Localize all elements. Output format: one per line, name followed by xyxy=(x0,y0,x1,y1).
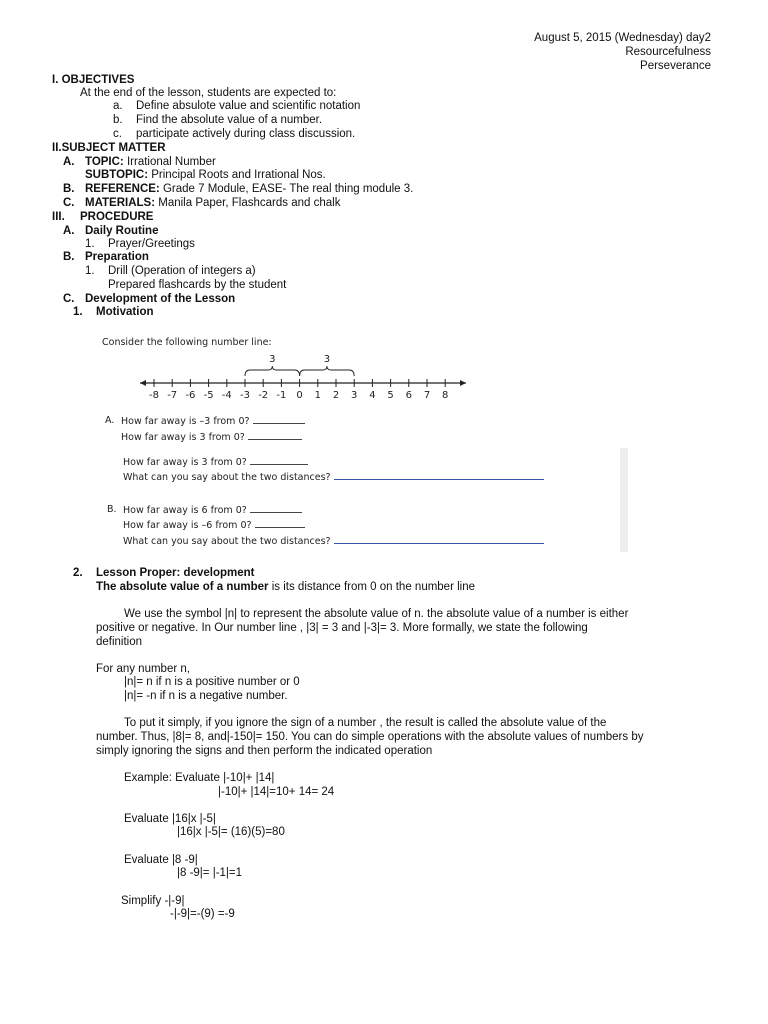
reference-label: REFERENCE: xyxy=(85,183,160,195)
para2-line3: simply ignoring the signs and then perform the indicated operation xyxy=(96,745,433,757)
para2-line2: number. Thus, |8|= 8, and|-150|= 150. You can do simple operations with the absolute values of numbers by xyxy=(96,731,644,743)
question-b-2-text: How far away is –6 from 0? xyxy=(123,520,252,531)
number-line-ticks xyxy=(149,379,448,400)
tick-label: -6 xyxy=(185,390,196,400)
example-2-answer: |16|x |-5|= (16)(5)=80 xyxy=(177,826,285,838)
tick-label: 8 xyxy=(442,390,449,400)
objective-a-marker: a. xyxy=(113,100,123,112)
question-b-1-text: How far away is 6 from 0? xyxy=(123,505,247,516)
tick-label: -5 xyxy=(203,390,214,400)
para1-line2: positive or negative. In Our number line , |3| = 3 and |-3|= 3. More formally, we state the following xyxy=(96,622,588,634)
tick-label: 5 xyxy=(387,390,394,400)
question-a-1-text: How far away is –3 from 0? xyxy=(121,416,250,427)
objective-b-text: Find the absolute value of a number. xyxy=(136,114,323,126)
tick-label: -2 xyxy=(258,390,269,400)
header-value-1: Resourcefulness xyxy=(625,46,711,58)
para1-line1: We use the symbol |n| to represent the absolute value of n. the absolute value of a number is either xyxy=(124,608,629,620)
answer-blank[interactable] xyxy=(255,518,305,528)
example-2-question: Evaluate |16|x |-5| xyxy=(124,813,216,825)
answer-blank[interactable] xyxy=(248,430,302,440)
subtopic-line xyxy=(85,169,326,182)
question-b-3 xyxy=(123,534,544,548)
para1-line3: definition xyxy=(96,636,143,648)
para2-line1: To put it simply, if you ignore the sign of a number , the result is called the absolute value of the xyxy=(124,717,607,729)
distance-brace xyxy=(245,366,300,376)
example-1-answer: |-10|+ |14|=10+ 14= 24 xyxy=(218,786,335,798)
tick-label: -1 xyxy=(276,390,287,400)
header-date: August 5, 2015 (Wednesday) day2 xyxy=(534,32,711,44)
materials-marker: C. xyxy=(63,197,75,209)
materials-value: Manila Paper, Flashcards and chalk xyxy=(155,197,341,209)
example-4-question: Simplify -|-9| xyxy=(121,895,185,907)
answer-blank[interactable] xyxy=(334,534,544,544)
tick-label: -3 xyxy=(240,390,250,400)
objective-c-text: participate actively during class discussion. xyxy=(136,128,356,140)
objective-b-marker: b. xyxy=(113,114,123,126)
question-a-1 xyxy=(121,414,305,428)
development-label: Development of the Lesson xyxy=(85,293,236,305)
tick-label: 0 xyxy=(296,390,303,400)
motivation-label: Motivation xyxy=(96,306,154,318)
rule-positive: |n|= n if n is a positive number or 0 xyxy=(124,676,300,688)
daily-routine-label: Daily Routine xyxy=(85,225,159,237)
objectives-intro: At the end of the lesson, students are expected to: xyxy=(80,87,337,99)
example-4-answer: -|-9|=-(9) =-9 xyxy=(170,908,235,920)
subtopic-label: SUBTOPIC: xyxy=(85,169,149,181)
answer-blank[interactable] xyxy=(334,470,544,480)
objective-c-marker: c. xyxy=(113,128,122,140)
objective-a-text: Define absulote value and scientific notation xyxy=(136,100,361,112)
tick-label: 1 xyxy=(314,390,321,400)
question-a-4 xyxy=(123,470,544,484)
question-a-3-text: How far away is 3 from 0? xyxy=(123,457,247,468)
topic-value: Irrational Number xyxy=(123,156,216,168)
tick-label: -7 xyxy=(167,390,178,400)
definition-rest: is its distance from 0 on the number line xyxy=(268,581,476,593)
for-any-number: For any number n, xyxy=(96,663,190,675)
question-b-2 xyxy=(123,518,305,532)
answer-blank[interactable] xyxy=(250,455,308,465)
brace-label: 3 xyxy=(323,354,331,365)
distance-brace xyxy=(300,366,355,376)
reference-value: Grade 7 Module, EASE- The real thing module 3. xyxy=(159,183,414,195)
definition-term: The absolute value of a number xyxy=(96,581,269,593)
tick-label: 7 xyxy=(423,390,431,400)
preparation-marker: B. xyxy=(63,251,75,263)
drill-note: Prepared flashcards by the student xyxy=(108,279,287,291)
left-arrow-icon xyxy=(140,380,146,386)
tick-label: -4 xyxy=(221,390,232,400)
topic-marker: A. xyxy=(63,156,75,168)
question-a-2-text: How far away is 3 from 0? xyxy=(121,432,245,443)
example-3-question: Evaluate |8 -9| xyxy=(124,854,198,866)
question-a-2 xyxy=(121,430,302,444)
rule-negative: |n|= -n if n is a negative number. xyxy=(124,690,288,702)
brace-label: 3 xyxy=(269,354,276,365)
header-value-2: Perseverance xyxy=(640,60,711,72)
scan-edge-shadow xyxy=(620,448,628,552)
tick-label: 4 xyxy=(369,390,376,400)
question-b-3-text: What can you say about the two distances? xyxy=(123,536,331,547)
tick-label: 2 xyxy=(332,390,340,400)
question-a-4-text: What can you say about the two distances? xyxy=(123,472,331,483)
example-3-answer: |8 -9|= |-1|=1 xyxy=(177,867,243,879)
question-b-1 xyxy=(123,503,302,517)
subtopic-value: Principal Roots and Irrational Nos. xyxy=(148,169,326,181)
question-b-label: B. xyxy=(107,504,117,515)
objectives-heading: I. OBJECTIVES xyxy=(52,74,135,86)
answer-blank[interactable] xyxy=(250,503,302,513)
lesson-marker: 2. xyxy=(73,567,83,579)
prayer-text: Prayer/Greetings xyxy=(108,238,195,250)
materials-line xyxy=(85,197,340,210)
topic-line xyxy=(85,156,216,169)
scan-intro: Consider the following number line: xyxy=(102,337,272,348)
tick-label: 6 xyxy=(405,390,412,400)
answer-blank[interactable] xyxy=(253,414,305,424)
drill-text: Drill (Operation of integers a) xyxy=(108,265,256,277)
preparation-label: Preparation xyxy=(85,251,149,263)
drill-marker: 1. xyxy=(85,265,95,277)
lesson-heading: Lesson Proper: development xyxy=(96,567,255,579)
reference-line xyxy=(85,183,413,196)
materials-label: MATERIALS: xyxy=(85,197,156,209)
tick-label: -8 xyxy=(149,390,159,400)
topic-label: TOPIC: xyxy=(85,156,124,168)
motivation-marker: 1. xyxy=(73,306,83,318)
distance-brackets xyxy=(245,354,354,376)
definition-line xyxy=(96,581,475,594)
subject-matter-heading: II.SUBJECT MATTER xyxy=(52,142,166,154)
procedure-heading: PROCEDURE xyxy=(80,211,154,223)
question-a-label: A. xyxy=(105,415,115,426)
daily-routine-marker: A. xyxy=(63,225,75,237)
number-line-figure xyxy=(140,352,470,400)
prayer-marker: 1. xyxy=(85,238,95,250)
example-1-question: Example: Evaluate |-10|+ |14| xyxy=(124,772,275,784)
procedure-numeral: III. xyxy=(52,211,65,223)
reference-marker: B. xyxy=(63,183,75,195)
tick-label: 3 xyxy=(351,390,358,400)
question-a-3 xyxy=(123,455,308,469)
development-marker: C. xyxy=(63,293,75,305)
right-arrow-icon xyxy=(460,380,466,386)
